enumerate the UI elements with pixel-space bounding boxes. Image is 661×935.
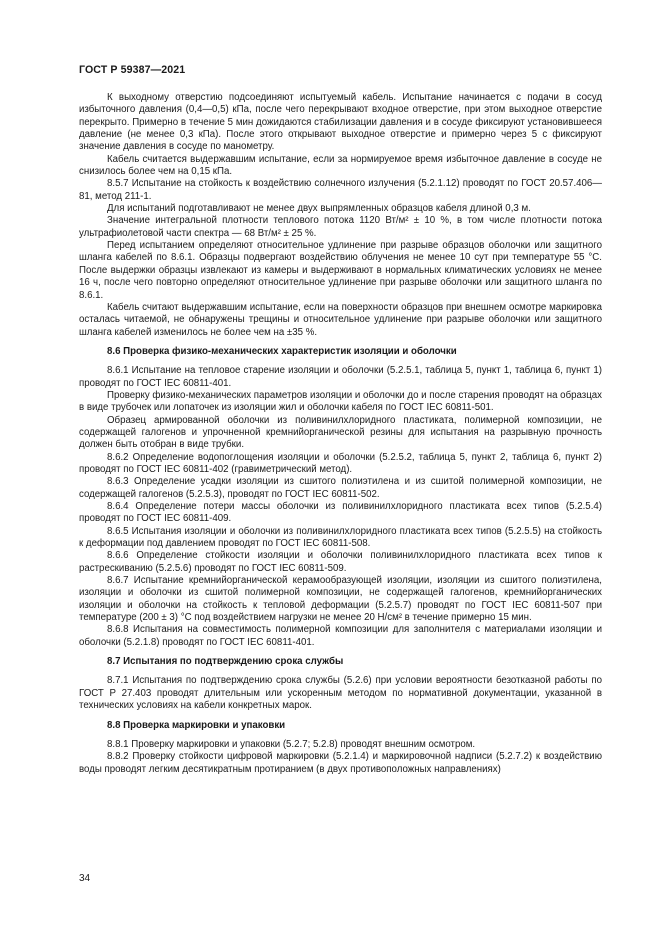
paragraph: Для испытаний подготавливают не менее двух выпрямленных образцов кабеля длиной 0,3 м. bbox=[107, 203, 531, 215]
page-number: 34 bbox=[79, 873, 91, 884]
paragraph: Образец армированной оболочки из поливинилхлоридного пластиката, полимерной композиции, не содержащей галогенов и упрочненной кремнийорганической резины для испытания на разрывную прочность должен быть отобран в виде трубки. bbox=[79, 414, 602, 451]
paragraph: Значение интегральной плотности теплового потока 1120 Вт/м² ± 10 %, в том числе плотности потока ультрафиолетовой части спектра — 68 Вт/м² ± 25 %. bbox=[79, 215, 602, 239]
paragraph: Перед испытанием определяют относительное удлинение при разрыве образцов оболочки или защитного шланга кабелей по 8.6.1. Образцы подвергают воздействию облучения не менее 10 сут при температуре 55 °С. После выдержки образцы извлекают из камеры и выдерживают в нормальных климатических условиях не менее 16 ч, после чего повторно определяют относительное удлинение при разрыве оболочки или защитного шланга по 8.6.1. bbox=[79, 240, 602, 301]
section-heading-8-6: 8.6 Проверка физико-механических характеристик изоляции и оболочки bbox=[107, 345, 457, 357]
paragraph: Кабель считают выдержавшим испытание, если на поверхности образцов при внешнем осмотре маркировка осталась читаемой, не обнаружены трещины и относительное удлинение при разрыве оболочки или защитного шланга кабелей изменилось не более чем на ±35 %. bbox=[79, 301, 602, 338]
paragraph: 8.6.7 Испытание кремнийорганической керамообразующей изоляции, изоляции из сшитого полиэтилена, изоляции и оболочки из сшитой полимерной композиции, не содержащей галогенов, кремнийорганических изоляции и оболочки на стойкость к тепловой деформации (5.2.5.7) проводят по ГОСТ IEC 60811-507 при температуре (200 ± 3) °С под воздействием нагрузки не менее 20 Н/см² в течение примерно 15 мин. bbox=[79, 575, 602, 624]
paragraph: 8.6.3 Определение усадки изоляции из сшитого полиэтилена и из сшитой полимерной композиции, не содержащей галогенов (5.2.5.3), проводят по ГОСТ IEC 60811-502. bbox=[79, 476, 602, 500]
paragraph: 8.8.2 Проверку стойкости цифровой маркировки (5.2.1.4) и маркировочной надписи (5.2.7.2) к воздействию воды проводят легким десятикратным протиранием (в двух противоположных направлениях) bbox=[79, 751, 602, 775]
paragraph: 8.5.7 Испытание на стойкость к воздействию солнечного излучения (5.2.1.12) проводят по ГОСТ 20.57.406—81, метод 211-1. bbox=[79, 178, 602, 202]
section-heading-8-8: 8.8 Проверка маркировки и упаковки bbox=[107, 719, 286, 731]
paragraph: 8.6.6 Определение стойкости изоляции и оболочки поливинилхлоридного пластиката всех типов к растрескиванию (5.2.5.6) проводят по ГОСТ IEC 60811-509. bbox=[79, 550, 602, 574]
paragraph: К выходному отверстию подсоединяют испытуемый кабель. Испытание начинается с подачи в сосуд избыточного давления (0,4—0,5) кПа, после чего перекрывают входное отверстие, при этом выходное отверстие перекрыто. Примерно в течение 5 мин дожидаются стабилизации давления и в сосуде фиксируют установившееся давление (не менее 0,3 кПа). После этого открывают выходное отверстие и примерно через 5 с фиксируют значение давления в сосуде по манометру. bbox=[79, 92, 602, 153]
paragraph: 8.8.1 Проверку маркировки и упаковки (5.2.7; 5.2.8) проводят внешним осмотром. bbox=[107, 738, 476, 750]
paragraph: 8.7.1 Испытания по подтверждению срока службы (5.2.6) при условии вероятности безотказной работы по ГОСТ Р 27.403 проводят длительным или ускоренным методом по нормативной документации, указанной в технических условиях на кабели конкретных марок. bbox=[79, 675, 602, 712]
paragraph: 8.6.1 Испытание на тепловое старение изоляции и оболочки (5.2.5.1, таблица 5, пункт 1, таблица 6, пункт 1) проводят по ГОСТ IEC 60811-401. bbox=[79, 365, 602, 389]
paragraph: 8.6.4 Определение потери массы оболочки из поливинилхлоридного пластиката всех типов (5.2.5.4) проводят по ГОСТ IEC 60811-409. bbox=[79, 501, 602, 525]
paragraph: Проверку физико-механических параметров изоляции и оболочки до и после старения проводят на образцах в виде трубочек или лопаточек из изоляции жил и оболочки кабеля по ГОСТ IEC 60811-501. bbox=[79, 389, 603, 414]
page-body bbox=[79, 92, 602, 776]
paragraph: Кабель считается выдержавшим испытание, если за нормируемое время избыточное давление в сосуде не снизилось более чем на 0,15 кПа. bbox=[79, 153, 602, 178]
paragraph: 8.6.5 Испытания изоляции и оболочки из поливинилхлоридного пластиката всех типов (5.2.5.5) на стойкость к деформации под давлением проводят по ГОСТ IEC 60811-508. bbox=[79, 525, 602, 550]
paragraph: 8.6.2 Определение водопоглощения изоляции и оболочки (5.2.5.2, таблица 5, пункт 2, таблица 6, пункт 2) проводят по ГОСТ IEC 60811-402 (гравиметрический метод). bbox=[79, 451, 602, 475]
standard-title: ГОСТ Р 59387—2021 bbox=[79, 64, 186, 76]
paragraph: 8.6.8 Испытания на совместимость полимерной композиции для заполнителя с материалами изоляции и оболочки (5.2.1.8) проводят по ГОСТ IEC 60811-401. bbox=[79, 624, 602, 648]
section-heading-8-7: 8.7 Испытания по подтверждению срока службы bbox=[107, 656, 344, 668]
